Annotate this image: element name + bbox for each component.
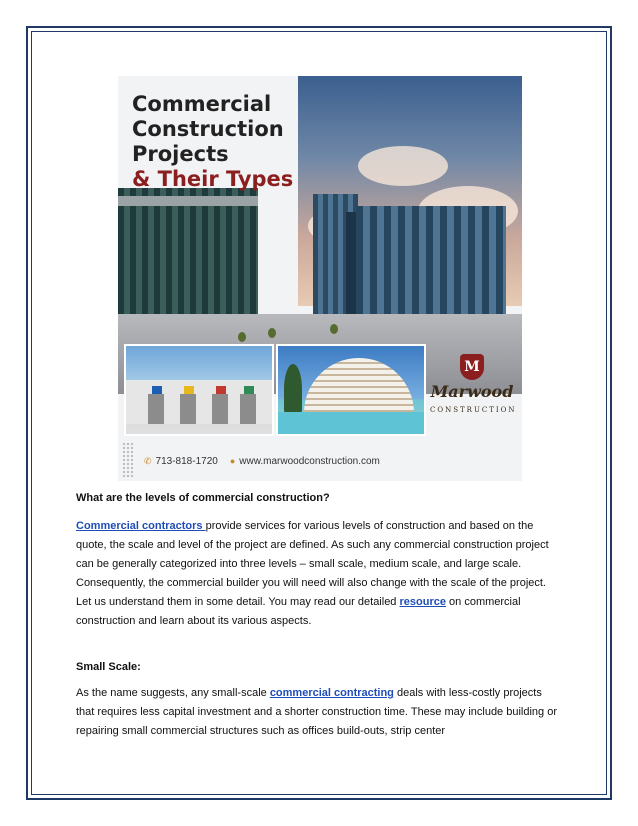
logo-name: Marwood: [430, 382, 514, 401]
resource-link[interactable]: resource: [399, 596, 446, 608]
paragraph-text: As the name suggests, any small-scale: [76, 687, 270, 699]
banner-title-highlight: & Their Types: [132, 167, 294, 191]
banner-image: [118, 76, 522, 481]
website-url: www.marwoodconstruction.com: [239, 456, 380, 467]
paragraph-small-scale: [76, 684, 562, 741]
paragraph-text: provide services for various levels of construction and based on the quote, the scale and level of the project are defined. As such any commercial construction project can be generally categorized into three levels – small scale, medium scale, and large scale. Consequently, the commercial builder you will need will also change with the scale of the project. Let us understand them in some detail. You may read our detailed: [76, 520, 549, 608]
paragraph-levels: [76, 517, 562, 631]
commercial-contracting-link[interactable]: commercial contracting: [269, 687, 394, 699]
phone-icon: ✆: [144, 456, 152, 466]
subheading-small-scale: Small Scale:: [76, 661, 141, 673]
phone-number: 713-818-1720: [155, 456, 218, 467]
banner-title: [132, 92, 293, 192]
globe-icon: ●: [229, 456, 236, 466]
commercial-contractors-link[interactable]: Commercial contractors: [76, 520, 206, 532]
warehouse-photo: [124, 344, 274, 436]
building-left-roof: [118, 196, 258, 206]
paragraph-text: deals with less-costly projects that requires less capital investment and a shorter construction time. These may include building or repairing small commercial structures such as offices build-outs, strip center: [76, 687, 557, 737]
dot-pattern: [122, 442, 134, 478]
banner-title-line: Projects: [132, 142, 229, 166]
banner-title-line: Construction: [132, 117, 284, 141]
logo-subtitle: CONSTRUCTION: [430, 406, 517, 414]
section-heading: What are the levels of commercial construction?: [76, 492, 330, 504]
paragraph-text: on commercial construction and learn about its various aspects.: [76, 596, 521, 627]
logo-shield-icon: M: [460, 354, 484, 380]
contact-line: [144, 456, 380, 467]
hotel-photo: [276, 344, 426, 436]
marwood-logo: [430, 354, 517, 432]
banner-title-line: Commercial: [132, 92, 272, 116]
